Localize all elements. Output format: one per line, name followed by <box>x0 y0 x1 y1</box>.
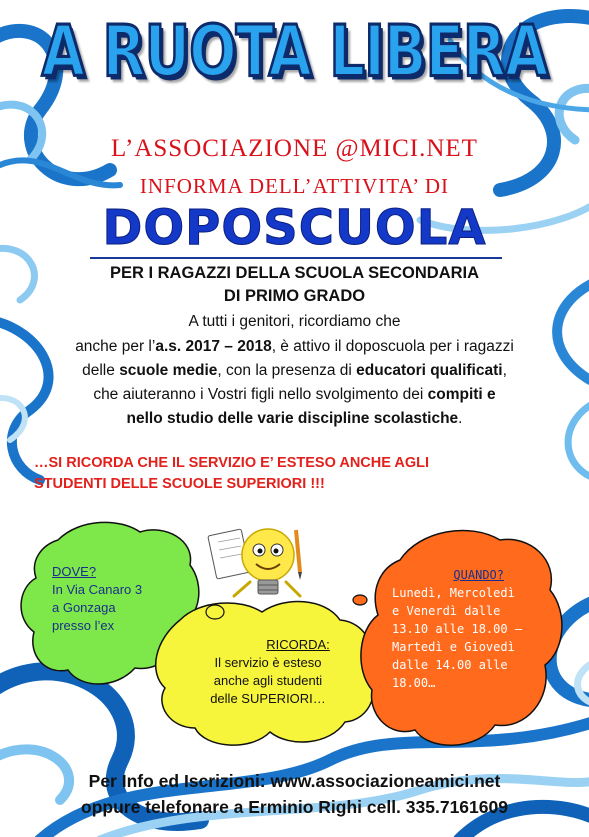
quando-line: Lunedì, Mercoledì <box>392 586 515 600</box>
ricorda-text <box>170 636 366 708</box>
dove-text <box>52 563 192 635</box>
quando-line: e Venerdì dalle <box>392 604 501 618</box>
footer-line-1: Per Info ed Iscrizioni: www.associazioneamici.net <box>88 771 501 791</box>
ricorda-line: delle SUPERIORI… <box>210 691 326 706</box>
footer-line-2: oppure telefonare a Erminio Righi cell. 335.7161609 <box>81 797 508 817</box>
body-text-segment: , <box>502 362 507 379</box>
body-text-segment: . <box>458 410 463 427</box>
body-text-segment: , con la presenza di <box>217 362 357 379</box>
lightbulb-icon <box>208 529 302 596</box>
body-text-segment: delle <box>82 362 120 379</box>
body-bold-segment: a.s. 2017 – 2018 <box>155 338 272 355</box>
thought-dot <box>206 605 224 619</box>
quando-text <box>392 566 542 692</box>
quando-line: 13.10 alle 18.00 – <box>392 622 523 636</box>
warning-line-1: …SI RICORDA CHE IL SERVIZIO E’ ESTESO ANCHE AGLI <box>34 455 430 471</box>
dove-line: a Gonzaga <box>52 600 116 615</box>
warning-line-2: STUDENTI DELLE SCUOLE SUPERIORI !!! <box>34 476 325 492</box>
quando-line: Martedì e Giovedì <box>392 640 515 654</box>
body-bold-segment: educatori qualificati <box>356 362 503 379</box>
body-line-1: A tutti i genitori, ricordiamo che <box>188 313 401 330</box>
ricorda-line: anche agli studenti <box>213 673 323 688</box>
dove-heading: DOVE? <box>52 564 97 579</box>
body-bold-segment: nello studio delle varie discipline scolastiche <box>126 410 459 427</box>
informa-line: INFORMA DELL’ATTIVITA’ DI <box>139 174 450 198</box>
body-bold-segment: scuole medie <box>119 362 218 379</box>
quando-line: 18.00… <box>392 676 436 690</box>
ricorda-line: Il servizio è esteso <box>214 655 322 670</box>
flyer-title: A RUOTA LIBERA <box>41 11 548 94</box>
body-text-segment: che aiuteranno i Vostri figli nello svolgimento dei <box>93 386 428 403</box>
thought-dot <box>353 595 367 605</box>
dove-line: In Via Canaro 3 <box>52 582 143 597</box>
subtitle-line-1: PER I RAGAZZI DELLA SCUOLA SECONDARIA <box>109 264 480 282</box>
body-text-segment: , è attivo il doposcuola per i ragazzi <box>271 338 514 355</box>
subtitle-line-2: DI PRIMO GRADO <box>223 287 366 305</box>
quando-line: dalle 14.00 alle <box>392 658 508 672</box>
headline-doposcuola: DOPOSCUOLA <box>102 200 487 256</box>
dove-line: presso l’ex <box>52 618 115 633</box>
quando-heading: QUANDO? <box>453 568 504 582</box>
body-text-segment: anche per l’ <box>75 338 156 355</box>
ricorda-heading: RICORDA: <box>266 637 330 652</box>
body-bold-segment: compiti e <box>427 386 496 403</box>
association-name: L’ASSOCIAZIONE @MICI.NET <box>111 135 478 162</box>
